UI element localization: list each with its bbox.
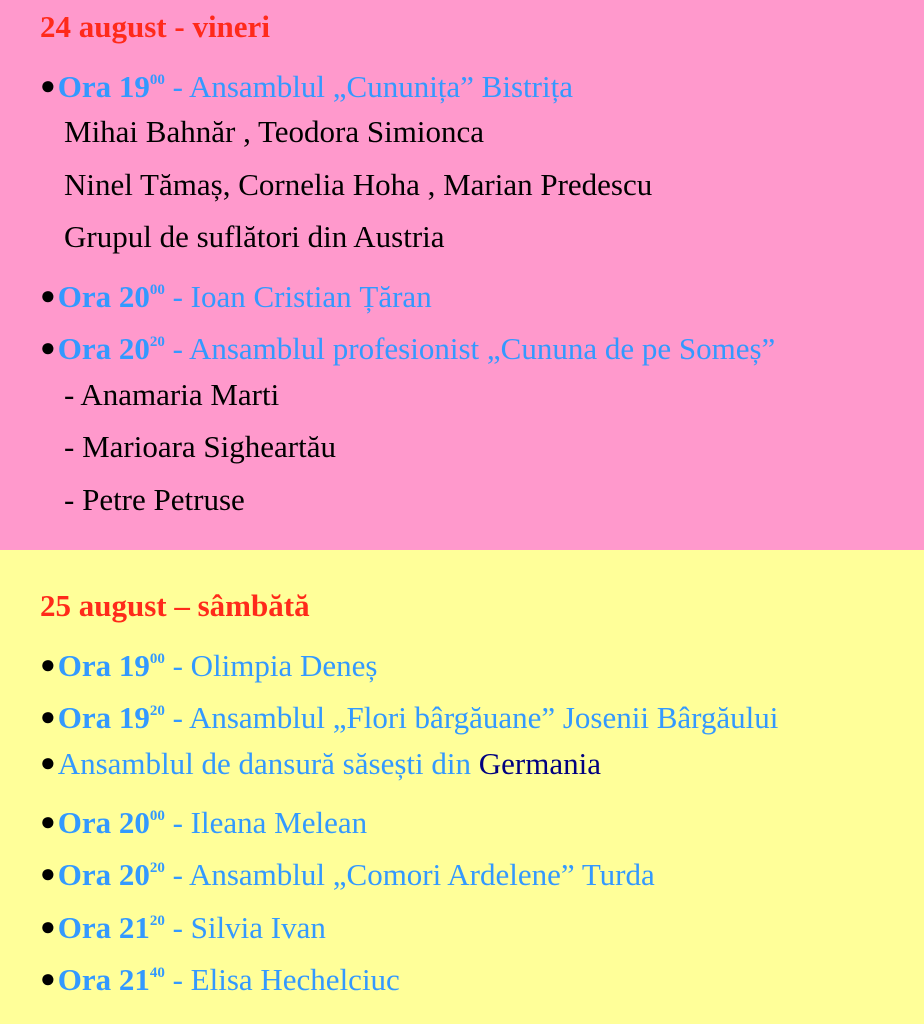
bullet-icon: ● [40, 748, 56, 777]
bullet-icon: ● [40, 964, 56, 993]
bullet-icon: ● [40, 807, 56, 836]
bullet-icon: ● [40, 650, 56, 679]
day2-date: 25 august – sâmbătă [40, 588, 310, 623]
schedule-item: ●Ora $21^{20}$ - Silvia Ivan [40, 910, 326, 945]
schedule-item: ●Ora $20^{20}$ - Ansamblul profesionist „Cununa de pe Someș” [40, 331, 776, 366]
performer-line: - Marioara Sigheartău [64, 429, 336, 464]
performer-line: - Anamaria Marti [64, 377, 280, 412]
performer-line: Ninel Tămaș, Cornelia Hoha , Marian Predescu [64, 167, 653, 202]
country-label: Germania [478, 746, 601, 781]
schedule-item: ●Ora $20^{20}$ - Ansamblul „Comori Ardelene” Turda [40, 857, 655, 892]
schedule-item: ●Ora $20^{00}$ - Ileana Melean [40, 805, 368, 840]
bullet-icon: ● [40, 859, 56, 888]
bullet-icon: ● [40, 912, 56, 941]
bullet-icon: ● [40, 281, 56, 310]
schedule-item: ●Ora $20^{00}$ - Ioan Cristian Țăran [40, 279, 432, 314]
performer-line: - Petre Petruse [64, 482, 245, 517]
bullet-icon: ● [40, 333, 56, 362]
day1-date: 24 august - vineri [40, 9, 270, 44]
schedule-item-extra: ●Ansamblul de dansură săsești din Germania [40, 746, 601, 781]
schedule-item: ●Ora $19^{20}$ - Ansamblul „Flori bârgăuane” Josenii Bârgăului [40, 700, 779, 735]
performer-line: Mihai Bahnăr , Teodora Simionca [64, 114, 484, 149]
performer-line: Grupul de suflători din Austria [64, 219, 445, 254]
bullet-icon: ● [40, 702, 56, 731]
schedule-item: ●Ora $19^{00}$ - Olimpia Deneș [40, 648, 378, 683]
schedule-item: ●Ora $21^{40}$ - Elisa Hechelciuc [40, 962, 400, 997]
schedule-item: ●Ora $19^{00}$ - Ansamblul „Cununița” Bistrița [40, 69, 573, 104]
bullet-icon: ● [40, 71, 56, 100]
day2-section [0, 550, 924, 1024]
